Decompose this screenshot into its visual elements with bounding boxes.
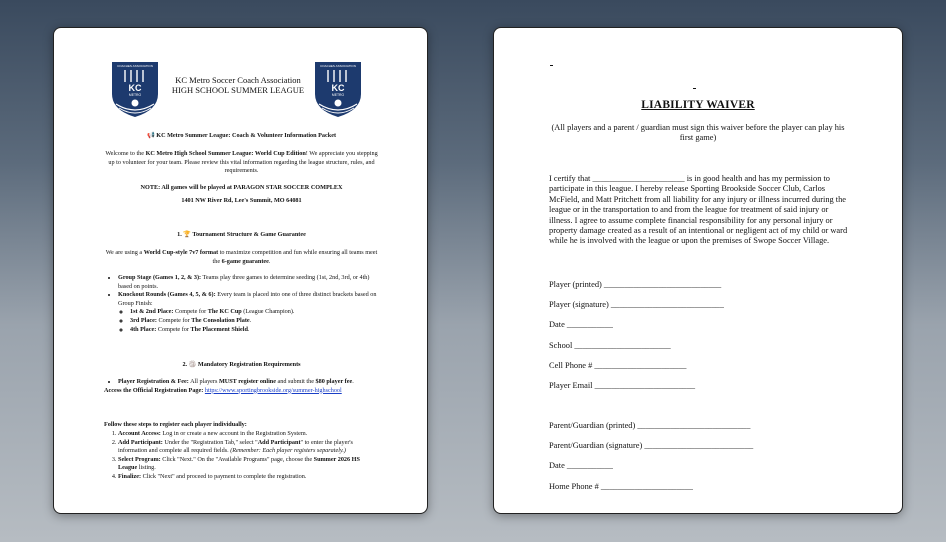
info-packet-page — [53, 27, 428, 514]
venue-address: 1401 NW River Rd, Lee's Summit, MO 64081 — [181, 196, 302, 204]
list-item: • Group Stage (Games 1, 2, & 3): Teams play three games to determine seeding (1st, 2nd, 3rd, or 4th) based on points. — [118, 274, 379, 291]
crest-kc-text: KC — [331, 83, 345, 93]
waiver-subtitle: (All players and a parent / guardian must sign this waiver before the player can play his first game) — [551, 123, 845, 143]
player-date-field[interactable]: Date ___________ — [549, 320, 613, 330]
list-item: • Player Registration & Fee: All players MUST register online and submit the $80 player fee. — [118, 378, 379, 387]
list-item: 4. Finalize: Click "Next" and proceed to payment to complete the registration. — [118, 473, 379, 482]
parent-printed-field[interactable]: Parent/Guardian (printed) ___________________________ — [549, 421, 751, 430]
crest-metro-text: METRO — [128, 93, 142, 97]
venue-note — [104, 184, 379, 205]
tournament-list — [104, 274, 379, 334]
list-item: 2. Add Participant: Under the "Registration Tab," select "Add Participant" to enter the player's information and complete all required fields. (Remember: Each player registers separately.) — [118, 439, 379, 456]
list-item: 1. Account Access: Log in or create a new account in the Registration System. — [118, 430, 379, 439]
section-1-title: 1. 🏆 Tournament Structure & Game Guarantee — [177, 231, 306, 238]
waiver-title: LIABILITY WAIVER — [641, 99, 755, 111]
coach-association-crest-right — [313, 60, 363, 118]
cell-phone-field[interactable]: Cell Phone # ______________________ — [549, 360, 687, 370]
crest-top-text: COACHES ASSOCIATION — [320, 64, 356, 68]
megaphone-icon: 📢 — [146, 132, 157, 139]
school-field[interactable]: School _______________________ — [549, 340, 671, 350]
stray-mark — [550, 65, 553, 66]
registration-access: Access the Official Registration Page: https://www.sportingbrookside.org/summer-highschool — [104, 386, 342, 394]
registration-steps — [104, 430, 379, 482]
format-paragraph: We are using a World Cup-style 7v7 format to maximize competition and fun while ensuring all teams meet the 6-game guarantee. — [105, 249, 378, 265]
crest-kc-text: KC — [128, 83, 142, 93]
list-item: ◦ 3rd Place: Compete for The Consolation Plate. — [130, 317, 379, 326]
registration-link[interactable]: https://www.sportingbrookside.org/summer-highschool — [204, 386, 342, 394]
list-item: 3. Select Program: Click "Next." On the "Available Programs" page, choose the Summer 2026 HS League listing. — [118, 456, 379, 473]
org-name: KC Metro Soccer Coach Association — [175, 75, 301, 85]
parent-signature-field[interactable]: Parent/Guardian (signature) __________________________ — [549, 441, 754, 451]
player-printed-field[interactable]: Player (printed) ____________________________ — [549, 280, 722, 289]
section-2-title: 2. 🏐 Mandatory Registration Requirements — [182, 361, 301, 368]
player-email-field[interactable]: Player Email ________________________ — [549, 380, 696, 390]
crest-metro-text: METRO — [331, 93, 345, 97]
player-fields — [549, 280, 724, 401]
packet-title: 📢 KC Metro Summer League: Coach & Volunteer Information Packet — [146, 132, 337, 139]
home-phone-field[interactable]: Home Phone # ______________________ — [549, 481, 693, 491]
league-name: HIGH SCHOOL SUMMER LEAGUE — [171, 85, 305, 95]
welcome-paragraph: Welcome to the KC Metro High School Summer League: World Cup Edition! We appreciate you stepping up to volunteer for your team. Please review this vital information regarding the league structure, rules, and requirements. — [105, 150, 378, 175]
list-item: ◦ 4th Place: Compete for The Placement Shield. — [130, 326, 379, 335]
stray-mark — [693, 88, 696, 89]
liability-waiver-page — [493, 27, 903, 514]
list-item: ◦ 1st & 2nd Place: Compete for The KC Cup (League Champion). — [130, 308, 379, 317]
list-item: • Knockout Rounds (Games 4, 5, & 6): Every team is placed into one of three distinct brackets based on Group Finish: ◦ 1st & 2nd Place: Compete for The KC Cup (League Champion). ◦ 3rd Place: Compete for The Consolation Plate. ◦ 4th Place: Compete for The Placement Shield. — [118, 291, 379, 334]
crest-top-text: COACHES ASSOCIATION — [117, 64, 153, 68]
parent-fields — [549, 421, 753, 502]
venue-note-line1: NOTE: All games will be played at PARAGON STAR SOCCER COMPLEX — [140, 184, 343, 191]
coach-association-crest-left — [110, 60, 160, 118]
player-signature-field[interactable]: Player (signature) ___________________________ — [549, 300, 724, 310]
steps-heading: Follow these steps to register each player individually: — [104, 421, 247, 428]
org-heading — [162, 75, 314, 95]
parent-date-field[interactable]: Date ___________ — [549, 461, 613, 471]
certify-paragraph: I certify that ______________________ is in good health and has my permission to participate in this league. I hereby release Sporting Brookside Soccer Club, Carlos McField, and Matt Pritchett from all liability for any injury or illness incurred during the league or in the transportation to and from the league for treatment of said injury or illness. I agree to assume complete financial responsibility for any personal injury or property damage created as a result of an intentional or negligent act of my child or ward while he is involved with the league or upon the premises of Swope Soccer Village. — [549, 174, 848, 246]
registration-block — [104, 378, 379, 395]
